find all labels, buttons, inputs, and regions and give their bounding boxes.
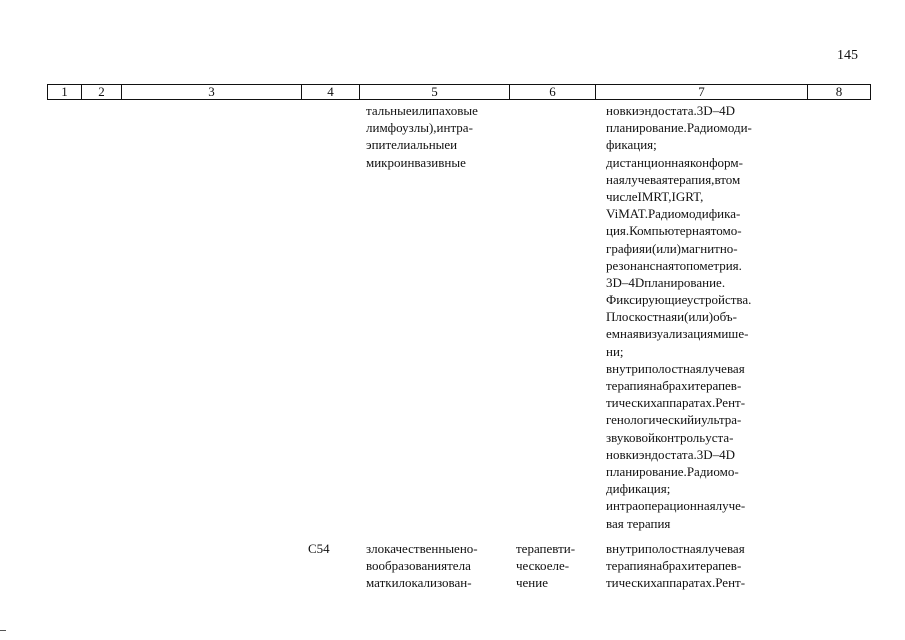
text-line: планирование.Радиомо-	[606, 463, 739, 479]
text-line: эпителиальныеи	[366, 137, 458, 153]
header-col-4: 4	[302, 85, 360, 99]
text-line: ни;	[606, 343, 624, 359]
text-line: фикация;	[606, 137, 657, 153]
text-line: вообразованиятела	[366, 558, 471, 574]
text-line: ческоеле-	[516, 558, 570, 574]
text-line: Плоскостнаяи(или)объ-	[606, 309, 737, 325]
text-line: терапевти-	[516, 541, 576, 556]
text-line: графияи(или)магнитно-	[606, 240, 738, 256]
row2-col6-cell	[516, 540, 599, 592]
row2-col5-cell	[366, 540, 504, 592]
text-line: новкиэндостата.3D–4D	[606, 446, 736, 462]
text-line: планирование.Радиомоди-	[606, 120, 752, 136]
text-line: дистанционнаяконформ-	[606, 154, 743, 170]
text-line: числеIMRT,IGRT,	[606, 188, 704, 204]
row1-col7-cell	[606, 102, 778, 532]
text-line: тальныеилипаховые	[366, 103, 478, 118]
row1-col5-cell	[366, 102, 504, 171]
text-line: тическихаппаратах.Рент-	[606, 575, 746, 591]
text-line: терапиянабрахитерапев-	[606, 378, 742, 393]
row2-col7-cell	[606, 540, 778, 592]
text-line: терапиянабрахитерапев-	[606, 558, 742, 574]
text-line: 3D–4Dпланирование.	[606, 274, 726, 290]
text-line: внутриполостнаялучевая	[606, 360, 745, 376]
text-line: резонанснаятопометрия.	[606, 257, 742, 273]
text-line: вая терапия	[606, 515, 671, 531]
text-line: интраоперационнаялуче-	[606, 498, 746, 514]
row2-col4-code: C54	[308, 541, 330, 556]
text-line: наялучеваятерапия,втом	[606, 171, 741, 187]
scan-mark	[0, 630, 6, 631]
table-header-row	[47, 84, 871, 100]
page-number: 145	[837, 48, 858, 63]
text-line: злокачественныено-	[366, 541, 478, 556]
text-line: емнаявизуализациямише-	[606, 326, 749, 342]
text-line: ViMAT.Радиомодифика-	[606, 206, 741, 222]
header-col-3: 3	[122, 85, 302, 99]
text-line: чение	[516, 575, 548, 591]
text-line: маткилокализован-	[366, 575, 472, 591]
text-line: тическихаппаратах.Рент-	[606, 395, 746, 411]
header-col-5: 5	[360, 85, 510, 99]
text-line: новкиэндостата.3D–4D	[606, 103, 736, 118]
header-col-6: 6	[510, 85, 596, 99]
text-line: звуковойконтрольуста-	[606, 429, 734, 445]
text-line: дификация;	[606, 481, 671, 497]
text-line: Фиксирующиеустройства.	[606, 292, 752, 308]
text-line: генологическийиультра-	[606, 412, 742, 428]
header-col-8: 8	[835, 84, 843, 99]
text-line: лимфоузлы),интра-	[366, 120, 473, 136]
text-line: внутриполостнаялучевая	[606, 541, 745, 556]
header-col-1: 1	[48, 85, 82, 99]
text-line: ция.Компьютернаятомо-	[606, 223, 742, 239]
text-line: микроинвазивные	[366, 154, 466, 170]
header-col-2: 2	[82, 85, 122, 99]
header-col-7: 7	[596, 85, 808, 99]
